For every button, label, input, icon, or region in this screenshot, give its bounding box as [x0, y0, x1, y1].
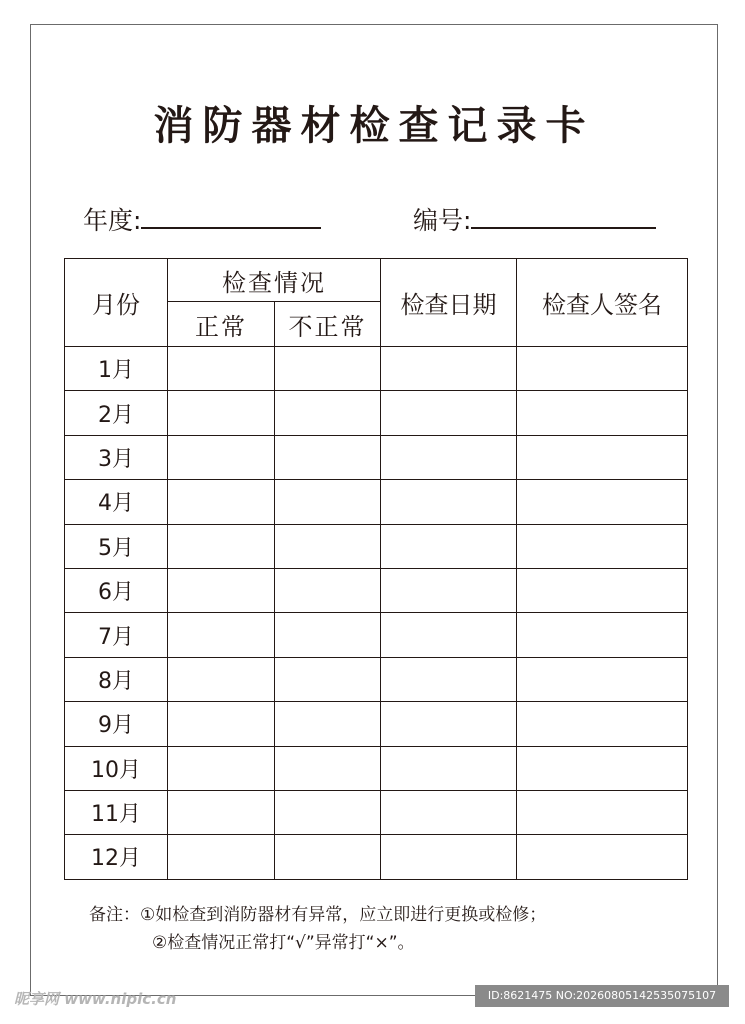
- abnormal-cell[interactable]: [275, 746, 381, 790]
- month-cell: 3月: [65, 435, 168, 479]
- number-blank-line[interactable]: [471, 203, 656, 229]
- table-row: [65, 391, 688, 435]
- table-row: [65, 435, 688, 479]
- signature-cell[interactable]: [517, 347, 688, 391]
- signature-cell[interactable]: [517, 835, 688, 879]
- table-row: [65, 746, 688, 790]
- normal-cell[interactable]: [168, 568, 275, 612]
- abnormal-cell[interactable]: [275, 657, 381, 701]
- month-cell: 2月: [65, 391, 168, 435]
- header-month: 月份: [65, 259, 168, 347]
- normal-cell[interactable]: [168, 790, 275, 834]
- date-cell[interactable]: [381, 435, 517, 479]
- header-inspection-status: 检查情况: [168, 259, 381, 302]
- abnormal-cell[interactable]: [275, 568, 381, 612]
- abnormal-cell[interactable]: [275, 347, 381, 391]
- table-body: [65, 347, 688, 880]
- signature-cell[interactable]: [517, 702, 688, 746]
- month-cell: 1月: [65, 347, 168, 391]
- signature-cell[interactable]: [517, 435, 688, 479]
- normal-cell[interactable]: [168, 702, 275, 746]
- number-field: [413, 203, 656, 236]
- month-cell: 11月: [65, 790, 168, 834]
- record-card: [30, 24, 718, 996]
- date-cell[interactable]: [381, 702, 517, 746]
- table-row: [65, 657, 688, 701]
- normal-cell[interactable]: [168, 657, 275, 701]
- year-field: [83, 203, 321, 236]
- inspection-table: [64, 258, 688, 880]
- header-abnormal: 不正常: [275, 302, 381, 347]
- abnormal-cell[interactable]: [275, 480, 381, 524]
- abnormal-cell[interactable]: [275, 435, 381, 479]
- date-cell[interactable]: [381, 524, 517, 568]
- date-cell[interactable]: [381, 835, 517, 879]
- table-row: [65, 480, 688, 524]
- signature-cell[interactable]: [517, 790, 688, 834]
- note-line-2: ②检查情况正常打“√”异常打“×”。: [152, 933, 415, 953]
- table-row: [65, 613, 688, 657]
- signature-cell[interactable]: [517, 480, 688, 524]
- table-row: [65, 835, 688, 879]
- notes: [89, 901, 546, 957]
- abnormal-cell[interactable]: [275, 835, 381, 879]
- normal-cell[interactable]: [168, 435, 275, 479]
- signature-cell[interactable]: [517, 657, 688, 701]
- date-cell[interactable]: [381, 480, 517, 524]
- watermark-site: 昵享网 www.nipic.cn: [14, 990, 177, 1008]
- month-cell: 5月: [65, 524, 168, 568]
- abnormal-cell[interactable]: [275, 790, 381, 834]
- signature-cell[interactable]: [517, 568, 688, 612]
- watermark-id: ID:8621475 NO:20260805142535075107: [475, 985, 729, 1007]
- table-row: [65, 790, 688, 834]
- table-row: [65, 347, 688, 391]
- date-cell[interactable]: [381, 746, 517, 790]
- abnormal-cell[interactable]: [275, 524, 381, 568]
- normal-cell[interactable]: [168, 613, 275, 657]
- abnormal-cell[interactable]: [275, 391, 381, 435]
- signature-cell[interactable]: [517, 746, 688, 790]
- date-cell[interactable]: [381, 613, 517, 657]
- year-label: 年度:: [83, 206, 142, 235]
- normal-cell[interactable]: [168, 391, 275, 435]
- date-cell[interactable]: [381, 347, 517, 391]
- card-title: 消防器材检查记录卡: [153, 103, 595, 149]
- header-inspector-signature: 检查人签名: [517, 259, 688, 347]
- month-cell: 12月: [65, 835, 168, 879]
- normal-cell[interactable]: [168, 524, 275, 568]
- date-cell[interactable]: [381, 391, 517, 435]
- table-row: [65, 702, 688, 746]
- signature-cell[interactable]: [517, 391, 688, 435]
- header-inspection-date: 检查日期: [381, 259, 517, 347]
- signature-cell[interactable]: [517, 524, 688, 568]
- table-row: [65, 568, 688, 612]
- month-cell: 4月: [65, 480, 168, 524]
- date-cell[interactable]: [381, 568, 517, 612]
- month-cell: 8月: [65, 657, 168, 701]
- date-cell[interactable]: [381, 790, 517, 834]
- normal-cell[interactable]: [168, 480, 275, 524]
- abnormal-cell[interactable]: [275, 702, 381, 746]
- note-line-1: 备注：①如检查到消防器材有异常，应立即进行更换或检修；: [89, 905, 547, 925]
- year-blank-line[interactable]: [141, 203, 321, 229]
- normal-cell[interactable]: [168, 835, 275, 879]
- month-cell: 9月: [65, 702, 168, 746]
- month-cell: 6月: [65, 568, 168, 612]
- number-label: 编号:: [413, 206, 472, 235]
- month-cell: 7月: [65, 613, 168, 657]
- signature-cell[interactable]: [517, 613, 688, 657]
- table-row: [65, 524, 688, 568]
- abnormal-cell[interactable]: [275, 613, 381, 657]
- date-cell[interactable]: [381, 657, 517, 701]
- normal-cell[interactable]: [168, 746, 275, 790]
- normal-cell[interactable]: [168, 347, 275, 391]
- header-normal: 正常: [168, 302, 275, 347]
- month-cell: 10月: [65, 746, 168, 790]
